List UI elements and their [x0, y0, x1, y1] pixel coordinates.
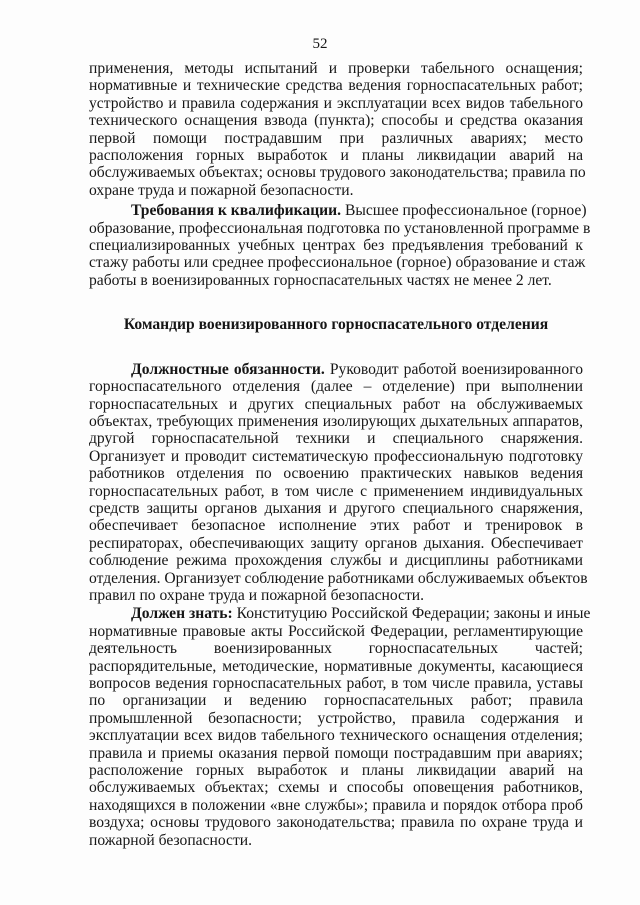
text-line: горноспасательных и других специальных работ на обслуживаемых: [89, 395, 583, 413]
text-line: стажу работы или среднее профессиональное (горное) образование и стаж: [89, 254, 586, 272]
text-line: соблюдение режима прохождения службы и дисциплины работниками: [89, 552, 583, 570]
text-line: объектах, требующих применения изолирующих дыхательных аппаратов,: [89, 412, 583, 430]
page-number: 52: [312, 36, 328, 52]
text-line: устройство и правила содержания и эксплуатации всех видов табельного: [89, 94, 583, 112]
qualification-heading: Требования к квалификации.: [131, 202, 342, 220]
section-title: Командир военизированного горноспасательного отделения: [123, 316, 549, 334]
text-line: горноспасательного отделения (далее – отделение) при выполнении: [89, 378, 583, 396]
text-line: правил по охране труда и пожарной безопасности.: [89, 586, 425, 604]
text-line: находящихся в положении «вне службы»; правила и порядок отбора проб: [89, 796, 583, 814]
text-line: правила и приемы оказания первой помощи пострадавшим при авариях;: [89, 744, 583, 762]
text-line: по организации и ведению горноспасательных работ; правила: [89, 692, 583, 710]
text-line: респираторах, обеспечивающих защиту органов дыхания. Обеспечивает: [89, 534, 583, 552]
text-line: работы в военизированных горноспасательных частях не менее 2 лет.: [89, 271, 552, 289]
text-line: эксплуатации всех видов табельного технического оснащения отделения;: [89, 727, 583, 745]
text-line: первой помощи пострадавшим при различных авариях; место: [89, 129, 583, 147]
text-line: обеспечивает безопасное исполнение этих работ и тренировок в: [89, 517, 583, 535]
qualification-first-line: Высшее профессиональное (горное): [341, 202, 587, 220]
text-line: работников отделения по освоению практических навыков ведения: [89, 465, 583, 483]
duties-paragraph: [89, 360, 588, 605]
intro-paragraph: [89, 60, 586, 199]
document-body: [89, 60, 591, 849]
text-line: охране труда и пожарной безопасности.: [89, 181, 354, 199]
text-line: пожарной безопасности.: [89, 831, 253, 849]
text-line: технического оснащения взвода (пункта); способы и средства оказания: [89, 112, 583, 130]
must-know-first-line: Конституцию Российской Федерации; законы и иные: [232, 605, 591, 623]
text-line: горноспасательных работ, в том числе с применением индивидуальных: [89, 482, 583, 500]
text-line: расположения горных выработок и планы ликвидации аварий на: [89, 147, 583, 165]
text-line: нормативные и технические средства ведения горноспасательных работ;: [89, 77, 583, 95]
text-line: Организует и проводит систематическую профессиональную подготовку: [89, 447, 583, 465]
text-line: отделения. Организует соблюдение работниками обслуживаемых объектов: [89, 569, 588, 587]
text-line: обслуживаемых объектах; схемы и способы оповещения работников,: [89, 779, 583, 797]
text-line: распорядительные, методические, нормативные документы, касающиеся: [89, 657, 583, 675]
duties-first-line: Руководит работой военизированного: [324, 360, 584, 378]
duties-heading: Должностные обязанности.: [131, 360, 325, 378]
text-line: применения, методы испытаний и проверки табельного оснащения;: [89, 60, 583, 77]
text-line: деятельность военизированных горноспасательных частей;: [89, 640, 583, 658]
text-line: вопросов ведения горноспасательных работ, в том числе правила, уставы: [89, 675, 583, 692]
text-line: специализированных учебных центрах без предъявления требований к: [89, 237, 583, 255]
text-line: образование, профессиональная подготовка по установленной программе в: [89, 219, 591, 237]
must-know-paragraph: [89, 605, 591, 849]
text-line: [89, 361, 583, 378]
qualification-paragraph: [89, 202, 591, 289]
text-line: другой горноспасательной техники и специального снаряжения.: [89, 430, 583, 448]
text-line: обслуживаемых объектах; основы трудового законодательства; правила по: [89, 164, 586, 182]
must-know-heading: Должен знать:: [131, 605, 233, 623]
text-line: расположение горных выработок и планы ликвидации аварий на: [89, 762, 583, 780]
text-line: нормативные правовые акты Российской Федерации, регламентирующие: [89, 622, 583, 640]
text-line: [89, 202, 587, 220]
text-line: промышленной безопасности; устройство, правила содержания и: [89, 709, 583, 727]
text-line: воздуха; основы трудового законодательства; правила по охране труда и: [89, 814, 583, 832]
text-line: [89, 605, 591, 623]
text-line: средств защиты органов дыхания и другого специального снаряжения,: [89, 499, 583, 517]
